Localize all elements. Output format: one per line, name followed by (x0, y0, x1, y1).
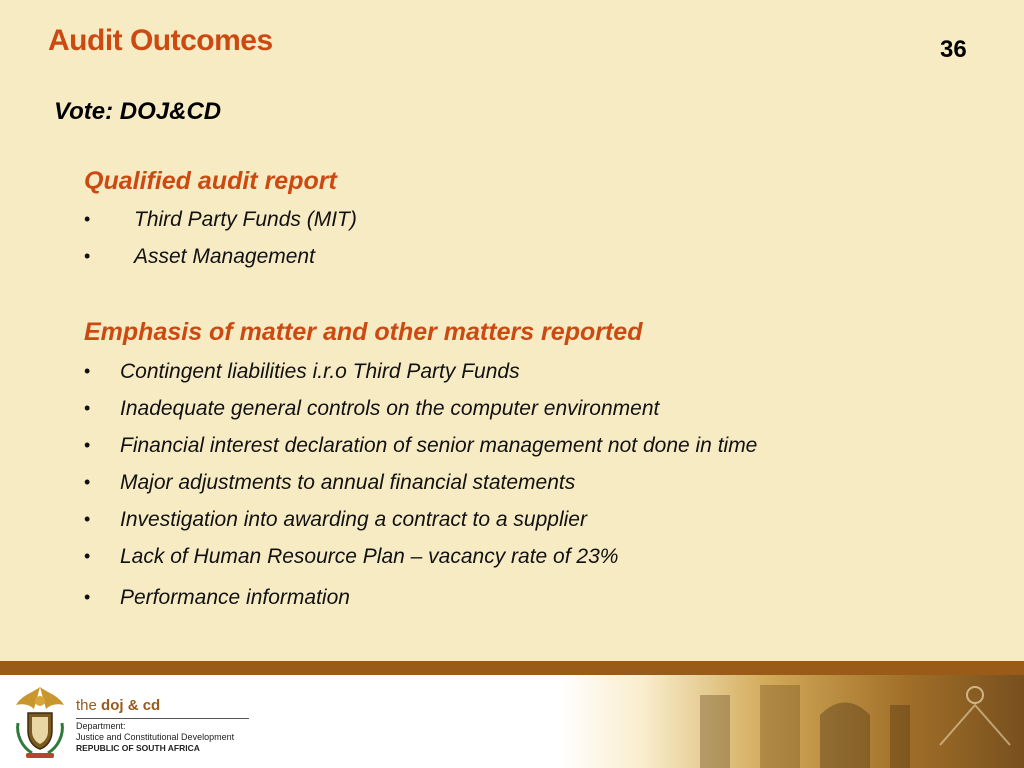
department-text: Department: Justice and Constitutional Development REPUBLIC OF SOUTH AFRICA (76, 721, 235, 753)
slide-title: Audit Outcomes (48, 24, 273, 57)
coat-of-arms-icon (10, 683, 70, 761)
footer-divider (76, 718, 249, 719)
slide-body: Audit Outcomes 36 Vote: DOJ&CD Qualified audit report • Third Party Funds (MIT) • Asset Management Emphasis of matter and other matters reported • Contingent liabilities i.r.o Third Party Funds • Inadequate general controls on the computer environment • Financial interest declaration of senior management not done in time • Major adjustments to annual financial statements • Investigation into awarding a contract to a supplier • Lack of Human Resource Plan – vacancy rate of 23% • Performance information (0, 0, 1024, 662)
bullet-icon: • (84, 587, 91, 607)
page-number: 36 (940, 36, 967, 63)
brand-logo-text: the doj & cd (76, 697, 161, 714)
bullet-icon: • (84, 209, 91, 229)
bullet-icon: • (84, 398, 91, 418)
emphasis-heading: Emphasis of matter and other matters reported (84, 318, 643, 346)
bullet-icon: • (84, 546, 91, 566)
building-illustration (560, 675, 1024, 768)
footer-band (0, 661, 1024, 675)
bullet-icon: • (84, 509, 91, 529)
footer (0, 675, 1024, 768)
bullet-icon: • (84, 361, 91, 381)
bullet-icon: • (84, 472, 91, 492)
qualified-heading: Qualified audit report (84, 167, 337, 195)
bullet-icon: • (84, 246, 91, 266)
vote-label: Vote: DOJ&CD (54, 98, 222, 125)
bullet-icon: • (84, 435, 91, 455)
building-photo (560, 675, 1024, 768)
